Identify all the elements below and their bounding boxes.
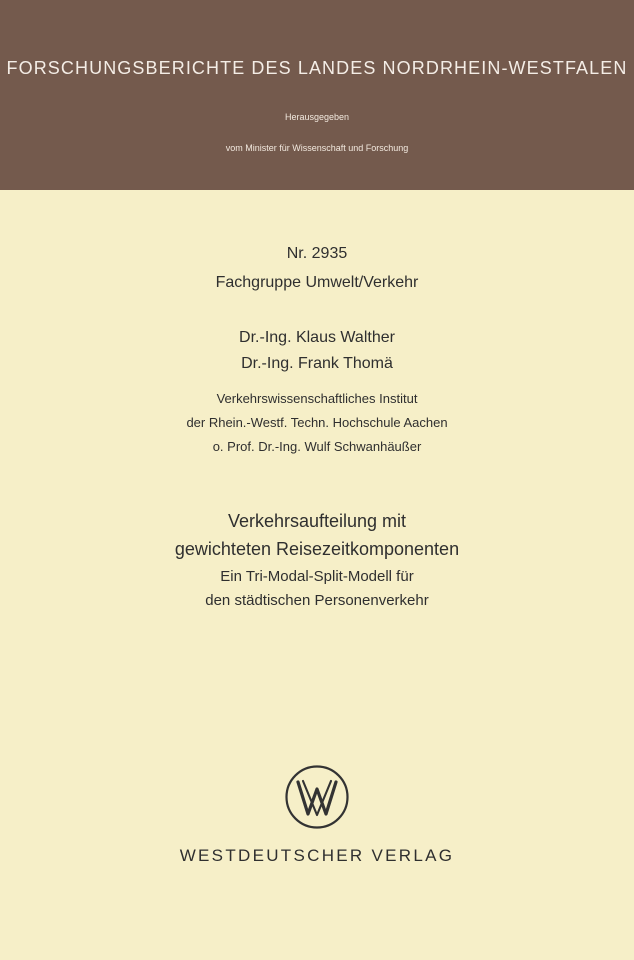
- institute-line-1: Verkehrswissenschaftliches Institut: [216, 391, 418, 406]
- report-number: Nr. 2935: [286, 245, 348, 262]
- subtitle-line-1: Ein Tri-Modal-Split-Modell für: [220, 568, 414, 585]
- publisher-name: WESTDEUTSCHER VERLAG: [179, 846, 455, 865]
- title-line-2: gewichteten Reisezeitkomponenten: [174, 539, 460, 559]
- editor-name: vom Minister für Wissenschaft und Forschung: [225, 143, 409, 153]
- institute-line-2: der Rhein.-Westf. Techn. Hochschule Aachen: [186, 415, 448, 430]
- author-1: Dr.-Ing. Klaus Walther: [239, 329, 395, 346]
- subtitle-line-2: den städtischen Personenverkehr: [205, 592, 429, 609]
- publisher-logo: [284, 764, 350, 830]
- editor-label: Herausgegeben: [284, 112, 350, 122]
- author-2: Dr.-Ing. Frank Thomä: [241, 355, 393, 372]
- institute-line-3: o. Prof. Dr.-Ing. Wulf Schwanhäußer: [212, 439, 422, 454]
- subject-group: Fachgruppe Umwelt/Verkehr: [215, 274, 419, 291]
- title-line-1: Verkehrsaufteilung mit: [227, 511, 407, 531]
- series-title: FORSCHUNGSBERICHTE DES LANDES NORDRHEIN-WESTFALEN: [6, 58, 628, 78]
